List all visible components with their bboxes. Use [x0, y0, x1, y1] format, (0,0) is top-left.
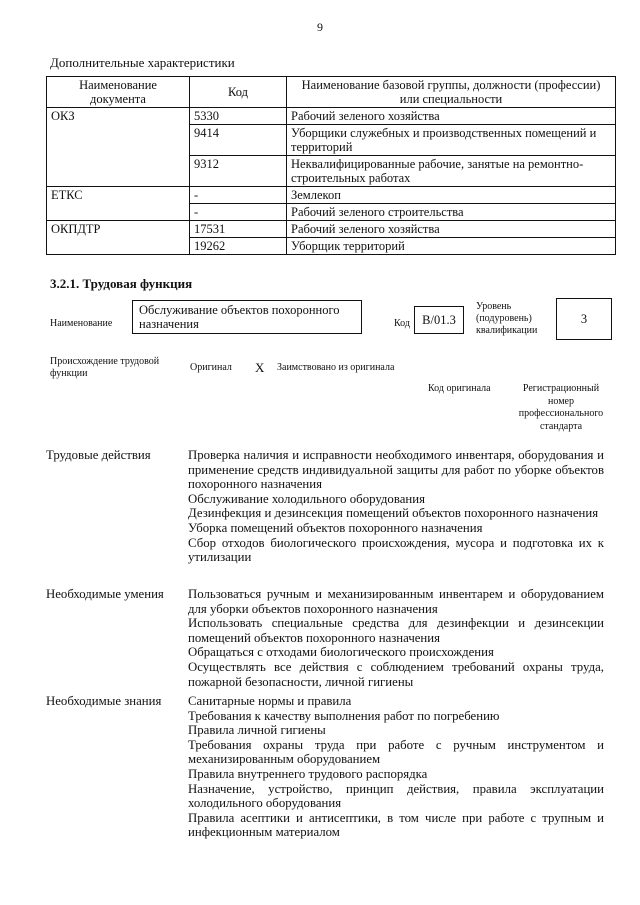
code-cell: 9312	[190, 156, 287, 187]
column-header: Наименование базовой группы, должности (профессии) или специальности	[287, 77, 616, 108]
list-item: Требования охраны труда при работе с ручным инструментом и механизированным оборудованием	[188, 737, 604, 767]
original-mark: X	[255, 360, 265, 375]
name-cell: Землекоп	[287, 187, 616, 204]
section-title: 3.2.1. Трудовая функция	[50, 276, 193, 291]
list-item: Правила личной гигиены	[188, 723, 326, 738]
name-cell: Рабочий зеленого хозяйства	[287, 221, 616, 238]
column-header: Код	[190, 77, 287, 108]
list-item: Обслуживание холодильного оборудования	[188, 491, 425, 506]
table-row	[47, 187, 616, 204]
doc-cell: ЕТКС	[47, 187, 190, 221]
table-row	[47, 221, 616, 238]
table-row	[47, 108, 616, 125]
function-name-box: Обслуживание объектов похоронного назначения	[132, 300, 362, 334]
function-code-box: В/01.3	[414, 306, 464, 334]
page-number: 9	[317, 20, 323, 34]
list-item: Сбор отходов биологического происхождения, мусора и подготовка их к утилизации	[188, 535, 604, 565]
list-item: Использовать специальные средства для дезинфекции и дезинсекции помещений объектов похоронного назначения	[188, 616, 604, 645]
list-item: Дезинфекция и дезинсекция помещений объектов похоронного назначения	[188, 506, 599, 521]
list-item: Правила асептики и антисептики, в том числе при работе с трупным и инфекционным материалом	[188, 810, 604, 840]
list-item: Санитарные нормы и правила	[188, 694, 352, 708]
actions-list	[188, 448, 604, 565]
list-item: Правила внутреннего трудового распорядка	[188, 766, 428, 781]
skills-list	[188, 587, 604, 689]
knowledge-list	[188, 694, 604, 840]
list-item: Обращаться с отходами биологического происхождения	[188, 645, 494, 660]
doc-cell: ОКЗ	[47, 108, 190, 187]
column-header: Наименование документа	[47, 77, 190, 108]
list-item: Назначение, устройство, принцип действия, правила эксплуатации холодильного оборудования	[188, 781, 604, 811]
knowledge-label: Необходимые знания	[46, 694, 162, 708]
list-item: Пользоваться ручным и механизированным инвентарем и оборудованием для уборки объектов похоронного назначения	[188, 587, 604, 616]
additional-heading: Дополнительные характеристики	[50, 55, 235, 70]
origin-label: Происхождение трудовой функции	[50, 356, 160, 379]
actions-label: Трудовые действия	[46, 448, 151, 462]
list-item: Уборка помещений объектов похоронного назначения	[188, 520, 483, 535]
code-cell: -	[190, 187, 287, 204]
table-header-row	[47, 77, 616, 108]
code-cell: 19262	[190, 238, 287, 255]
name-cell: Рабочий зеленого строительства	[287, 204, 616, 221]
borrowed-label: Заимствовано из оригинала	[277, 362, 395, 373]
name-cell: Рабочий зеленого хозяйства	[287, 108, 616, 125]
name-cell: Уборщик территорий	[287, 238, 616, 255]
characteristics-table	[46, 76, 616, 255]
skills-label: Необходимые умения	[46, 587, 164, 601]
code-cell: -	[190, 204, 287, 221]
level-box: 3	[556, 298, 612, 340]
list-item: Осуществлять все действия с соблюдением требований охраны труда, пожарной безопасности, личной гигиены	[188, 659, 604, 689]
code-cell: 9414	[190, 125, 287, 156]
code-cell: 17531	[190, 221, 287, 238]
registration-number-label: Регистрационный номер профессионального стандарта	[518, 383, 604, 432]
name-label: Наименование	[50, 318, 113, 329]
list-item: Проверка наличия и исправности необходимого инвентаря, оборудования и применение средств индивидуальной защиты для работ по уборке объектов похоронного назначения	[188, 448, 604, 492]
level-label: Уровень (подуровень) квалификации	[476, 301, 538, 336]
code-cell: 5330	[190, 108, 287, 125]
original-label: Оригинал	[190, 362, 232, 373]
original-code-label: Код оригинала	[428, 383, 491, 394]
list-item: Требования к качеству выполнения работ по погребению	[188, 708, 500, 723]
code-label: Код	[394, 318, 410, 329]
doc-cell: ОКПДТР	[47, 221, 190, 255]
name-cell: Неквалифицированные рабочие, занятые на ремонтно-строительных работах	[287, 156, 616, 187]
name-cell: Уборщики служебных и производственных помещений и территорий	[287, 125, 616, 156]
